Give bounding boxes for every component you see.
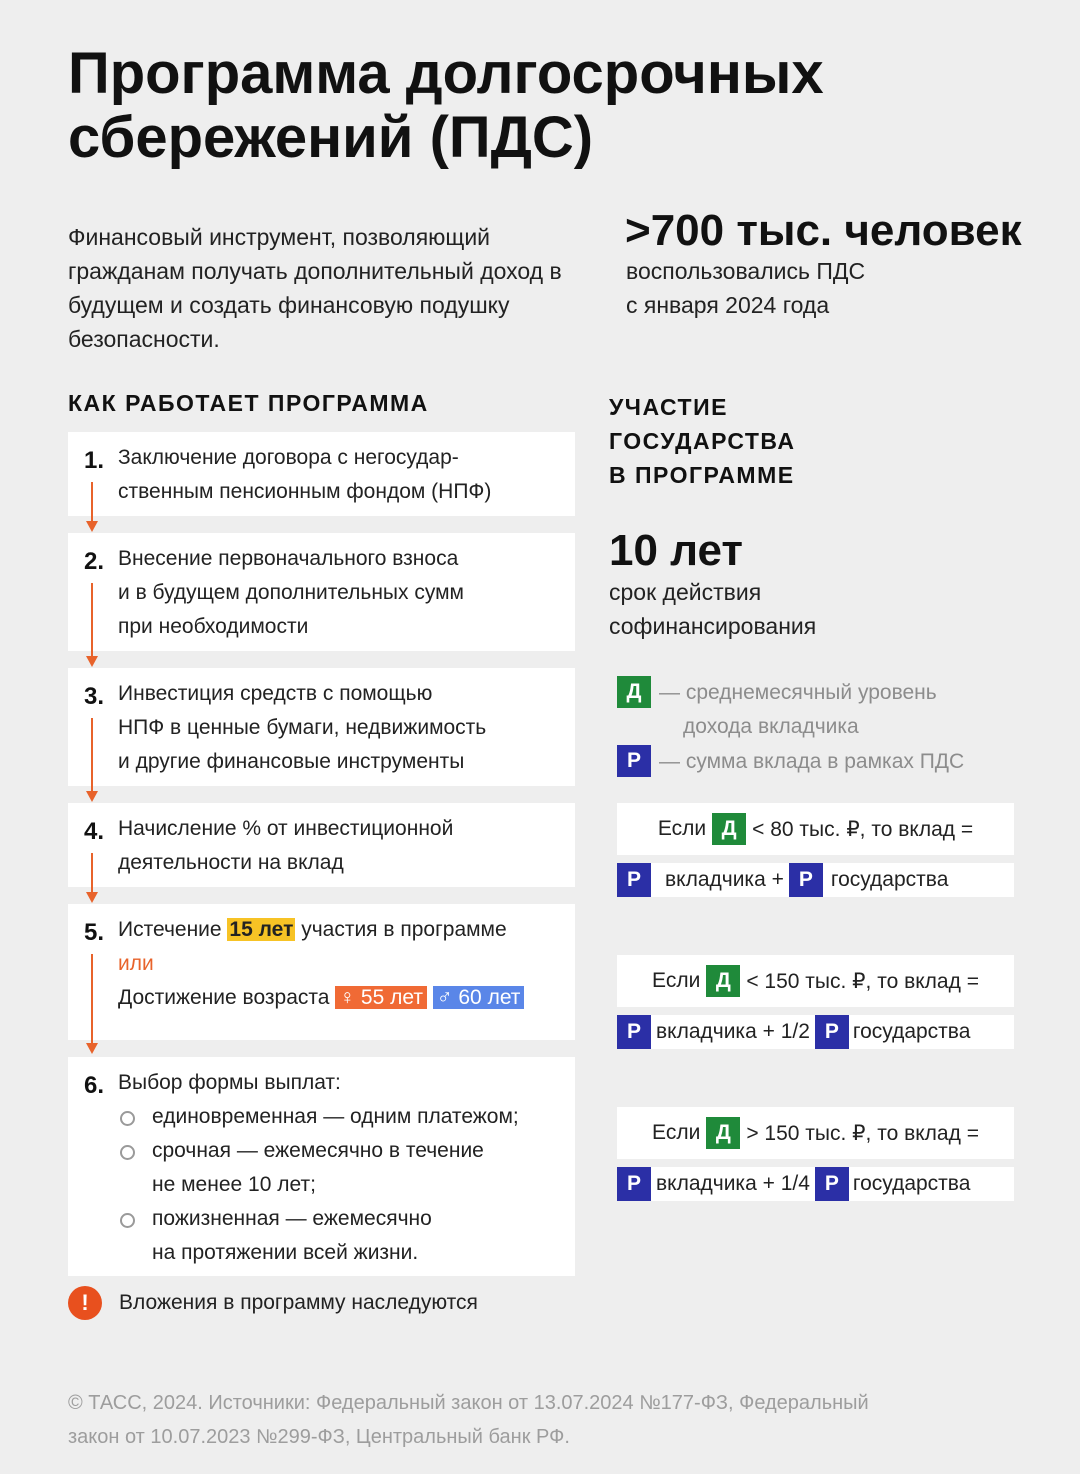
male-age-badge: ♂ 60 лет	[433, 986, 525, 1009]
d-square-icon: Д	[712, 813, 746, 845]
or-label: или	[118, 952, 154, 975]
r-square-icon: Р	[617, 1015, 651, 1049]
note-text: Вложения в программу наследуются	[119, 1291, 478, 1314]
step-number: 1.	[84, 447, 105, 474]
step-text-fragment: Истечение	[118, 918, 228, 941]
option-line: единовременная — одним платежом;	[152, 1105, 519, 1128]
legend-text	[659, 676, 937, 744]
option-line: не менее 10 лет;	[152, 1173, 316, 1196]
step-card	[68, 904, 575, 1040]
if-word: Если	[652, 1121, 701, 1144]
page-title	[68, 42, 968, 170]
intro-text: Финансовый инструмент, позволяющий гражданам получать дополнительный доход в будущем и создать финансовую подушку безопасности.	[68, 224, 562, 352]
step-text	[118, 542, 568, 644]
highlight-years: 15 лет	[229, 918, 294, 941]
r-square-icon: Р	[617, 1167, 651, 1201]
gov-term-value: 10 лет	[609, 526, 743, 575]
formula-result	[617, 1015, 1014, 1049]
step-arrow	[91, 954, 93, 1052]
step-text	[118, 812, 568, 880]
step-text	[118, 1066, 568, 1270]
step-text-line: и в будущем дополнительных сумм	[118, 581, 464, 604]
how-heading: КАК РАБОТАЕТ ПРОГРАММА	[68, 390, 429, 416]
page-title-line: сбережений (ПДС)	[68, 105, 594, 170]
stat-value: >700 тыс. человек	[625, 206, 1022, 255]
payout-option	[118, 1202, 568, 1270]
state-text: государства	[852, 1020, 971, 1043]
step-arrow	[91, 583, 93, 665]
r-square-icon: Р	[617, 745, 651, 777]
formula-block	[617, 803, 1014, 897]
r-square-icon: Р	[815, 1167, 849, 1201]
r-square-icon: Р	[789, 863, 823, 897]
legend-text-line: дохода вкладчика	[683, 715, 859, 738]
step-text-line: деятельности на вклад	[118, 851, 344, 874]
step-card	[68, 533, 575, 651]
step-number: 3.	[84, 683, 105, 710]
option-line: срочная — ежемесячно в течение	[152, 1139, 484, 1162]
footer-line: закон от 10.07.2023 №299-ФЗ, Центральный банк РФ.	[68, 1426, 570, 1448]
legend-text: — сумма вклада в рамках ПДС	[659, 750, 965, 773]
step-text-fragment: участия в программе	[295, 918, 507, 941]
formula-condition	[617, 803, 1014, 855]
d-square-icon: Д	[617, 676, 651, 708]
step-arrow	[91, 853, 93, 901]
step-text-line: ственным пенсионным фондом (НПФ)	[118, 480, 492, 503]
gov-heading-line: ГОСУДАРСТВА	[609, 428, 796, 454]
step-arrow	[91, 482, 93, 530]
if-word: Если	[652, 969, 701, 992]
gov-heading	[609, 390, 796, 492]
formula-condition	[617, 1107, 1014, 1159]
gov-term-caption-line: софинансирования	[609, 613, 817, 639]
formula-block	[617, 1107, 1014, 1201]
payout-option	[118, 1100, 568, 1134]
step-text-line: Заключение договора с негосудар-	[118, 446, 459, 469]
step-text-line: Внесение первоначального взноса	[118, 547, 459, 570]
payout-options	[118, 1100, 568, 1270]
step-number: 6.	[84, 1072, 105, 1099]
step-number: 2.	[84, 548, 105, 575]
step-text-line	[118, 981, 568, 1015]
payout-option	[118, 1134, 568, 1202]
d-square-icon: Д	[706, 1117, 740, 1149]
step-text	[118, 677, 568, 779]
step-text-line	[118, 913, 568, 947]
depositor-text: вкладчика +	[665, 868, 784, 891]
state-text: государства	[852, 1172, 971, 1195]
condition-text: < 80 тыс. ₽, то вклад =	[752, 817, 974, 841]
page-title-line: Программа долгосрочных	[68, 41, 824, 106]
age-text: Достижение возраста	[118, 986, 330, 1009]
d-square-icon: Д	[706, 965, 740, 997]
step-text	[118, 441, 568, 509]
stat-caption	[626, 254, 1046, 322]
step-text-line: Инвестиция средств с помощью	[118, 682, 433, 705]
step-text-line: при необходимости	[118, 615, 309, 638]
step-card	[68, 668, 575, 786]
condition-text: > 150 тыс. ₽, то вклад =	[746, 1121, 979, 1145]
r-square-icon: Р	[617, 863, 651, 897]
step-number: 4.	[84, 818, 105, 845]
inheritance-note	[68, 1286, 478, 1320]
step-card	[68, 1057, 575, 1276]
step-text-line: НПФ в ценные бумаги, недвижимость	[118, 716, 487, 739]
condition-text: < 150 тыс. ₽, то вклад =	[746, 969, 979, 993]
state-text: государства	[830, 868, 949, 891]
formula-result	[617, 1167, 1014, 1201]
step-card	[68, 432, 575, 516]
depositor-text: вкладчика + 1/2	[656, 1020, 810, 1043]
step-title: Выбор формы выплат:	[118, 1071, 341, 1094]
gov-heading-line: В ПРОГРАММЕ	[609, 462, 795, 488]
gov-term-caption-line: срок действия	[609, 579, 762, 605]
female-age-badge: ♀ 55 лет	[335, 986, 427, 1009]
formula-result	[617, 863, 1014, 897]
step-card	[68, 803, 575, 887]
formula-block	[617, 955, 1014, 1049]
gov-heading-line: УЧАСТИЕ	[609, 394, 728, 420]
option-line: на протяжении всей жизни.	[152, 1241, 419, 1264]
depositor-text: вкладчика + 1/4	[656, 1172, 810, 1195]
legend-text-line: — среднемесячный уровень	[659, 681, 937, 704]
r-square-icon: Р	[815, 1015, 849, 1049]
step-text-line: и другие финансовые инструменты	[118, 750, 465, 773]
legend-d	[617, 676, 937, 744]
step-text-line: Начисление % от инвестиционной	[118, 817, 454, 840]
formula-condition	[617, 955, 1014, 1007]
stat-caption-line: с января 2024 года	[626, 292, 830, 318]
option-line: пожизненная — ежемесячно	[152, 1207, 432, 1230]
legend-r	[617, 745, 964, 779]
exclamation-icon: !	[68, 1286, 102, 1320]
footer-line: © ТАСС, 2024. Источники: Федеральный закон от 13.07.2024 №177-ФЗ, Федеральный	[68, 1392, 869, 1414]
step-arrow	[91, 718, 93, 800]
step-text	[118, 913, 568, 1015]
if-word: Если	[657, 817, 707, 840]
gov-term-caption	[609, 575, 1029, 643]
stat-caption-line: воспользовались ПДС	[626, 258, 866, 284]
step-number: 5.	[84, 919, 105, 946]
sources-footer	[68, 1386, 1028, 1454]
